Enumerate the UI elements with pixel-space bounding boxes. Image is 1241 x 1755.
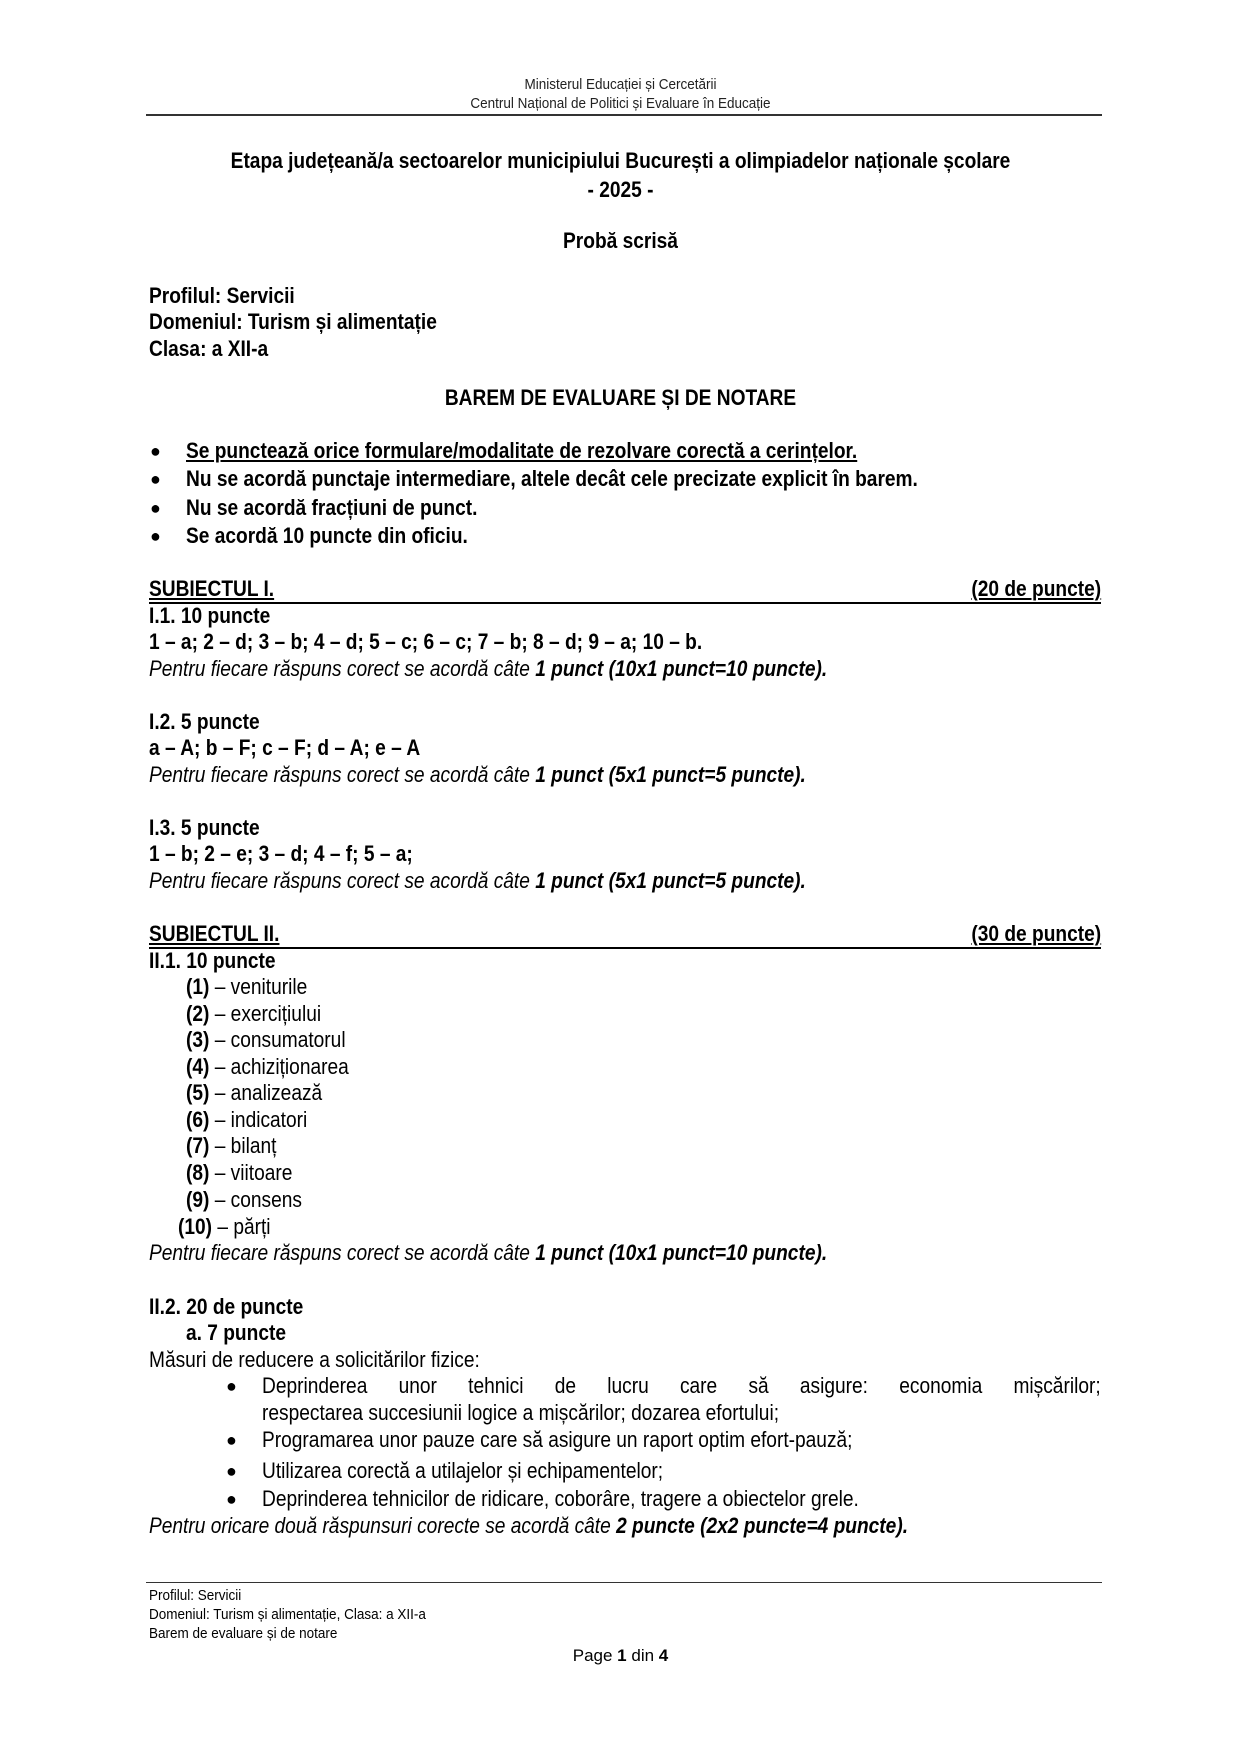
answer-text: – exercițiului: [209, 1001, 322, 1026]
item-heading: II.1. 10 puncte: [149, 948, 276, 973]
doc-proba: Probă scrisă: [563, 228, 678, 253]
answer-item: [186, 1054, 349, 1080]
note-text: Pentru fiecare răspuns corect se acordă câte: [149, 868, 536, 893]
measure-item: Deprinderea tehnicilor de ridicare, coborâre, tragere a obiectelor grele.: [262, 1486, 859, 1511]
note-points: 1 punct (5x1 punct=5 puncte).: [535, 762, 806, 787]
note-text: Pentru fiecare răspuns corect se acordă câte: [149, 762, 536, 787]
answer-number: (6): [186, 1107, 210, 1132]
measure-item-continued: respectarea succesiunii logice a mișcărilor; dozarea efortului;: [262, 1400, 780, 1425]
item-heading: I.1. 10 puncte: [149, 603, 271, 628]
section-heading-2: [149, 921, 1101, 949]
bullet-icon: ●: [150, 441, 161, 461]
bullet-icon: ●: [226, 1376, 237, 1396]
meta-domeniu: Domeniul: Turism și alimentație: [149, 309, 437, 334]
footer-profil: Profilul: Servicii: [149, 1587, 242, 1604]
answer-item: [178, 1214, 271, 1240]
header-ministry: Ministerul Educației și Cercetării: [524, 76, 717, 93]
answer-item: [186, 1133, 276, 1159]
answer-item: [186, 974, 307, 1000]
item-answers: 1 – b; 2 – e; 3 – d; 4 – f; 5 – a;: [149, 841, 413, 866]
bullet-icon: ●: [150, 526, 161, 546]
answer-text: – consens: [209, 1187, 302, 1212]
note-points: 1 punct (10x1 punct=10 puncte).: [535, 1240, 828, 1265]
bullet-icon: ●: [150, 498, 161, 518]
bullet-icon: ●: [226, 1461, 237, 1481]
rule-item: Nu se acordă fracțiuni de punct.: [186, 495, 478, 520]
answer-text: – indicatori: [209, 1107, 308, 1132]
note-points: 1 punct (10x1 punct=10 puncte).: [535, 656, 828, 681]
subitem-heading: a. 7 puncte: [186, 1320, 286, 1345]
answer-text: – consumatorul: [209, 1027, 346, 1052]
measure-item: Utilizarea corectă a utilajelor și echipamentelor;: [262, 1458, 664, 1483]
note-text: Pentru fiecare răspuns corect se acordă câte: [149, 656, 536, 681]
answer-text: – achiziționarea: [209, 1054, 349, 1079]
subitem-intro: Măsuri de reducere a solicitărilor fizice:: [149, 1347, 480, 1372]
bullet-icon: ●: [226, 1430, 237, 1450]
section-points: (30 de puncte): [971, 921, 1101, 946]
footer-domeniu: Domeniul: Turism și alimentație, Clasa: a XII-a: [149, 1606, 426, 1623]
barem-title: BAREM DE EVALUARE ȘI DE NOTARE: [444, 385, 797, 410]
note-text: Pentru fiecare răspuns corect se acordă câte: [149, 1240, 536, 1265]
answer-number: (7): [186, 1133, 210, 1158]
item-heading: II.2. 20 de puncte: [149, 1294, 304, 1319]
footer-rule: [146, 1582, 1102, 1583]
note-points: 2 puncte (2x2 puncte=4 puncte).: [616, 1513, 909, 1538]
answer-item: [186, 1080, 322, 1106]
meta-profil: Profilul: Servicii: [149, 283, 295, 308]
footer-barem: Barem de evaluare și de notare: [149, 1625, 338, 1642]
page-total: 4: [658, 1646, 669, 1665]
measure-item: Programarea unor pauze care să asigure un raport optim efort-pauză;: [262, 1427, 853, 1452]
page-sep: din: [626, 1646, 659, 1665]
scoring-note: [149, 1513, 908, 1539]
item-answers: 1 – a; 2 – d; 3 – b; 4 – d; 5 – c; 6 – c; 7 – b; 8 – d; 9 – a; 10 – b.: [149, 629, 703, 654]
page-number: [0, 1646, 1241, 1666]
answer-text: – veniturile: [209, 974, 308, 999]
answer-number: (8): [186, 1160, 210, 1185]
bullet-icon: ●: [226, 1489, 237, 1509]
bullet-icon: ●: [150, 469, 161, 489]
header-center: Centrul Național de Politici și Evaluare în Educație: [470, 95, 771, 112]
section-heading-1: [149, 576, 1101, 604]
rule-item: Se punctează orice formulare/modalitate de rezolvare corectă a cerințelor.: [186, 438, 858, 463]
answer-number: (10): [178, 1214, 213, 1239]
answer-text: – analizează: [209, 1080, 323, 1105]
section-title: SUBIECTUL I.: [149, 576, 275, 601]
scoring-note: [149, 1240, 827, 1266]
header-rule: [146, 114, 1102, 116]
answer-number: (4): [186, 1054, 210, 1079]
scoring-note: [149, 656, 827, 682]
note-points: 1 punct (5x1 punct=5 puncte).: [535, 868, 806, 893]
note-text: Pentru oricare două răspunsuri corecte se acordă câte: [149, 1513, 617, 1538]
page-current: 1: [617, 1646, 627, 1665]
answer-text: – părți: [212, 1214, 271, 1239]
rule-item: Nu se acordă punctaje intermediare, altele decât cele precizate explicit în barem.: [186, 466, 918, 491]
doc-year: - 2025 -: [587, 177, 654, 202]
answer-number: (2): [186, 1001, 210, 1026]
page-label: Page: [572, 1646, 618, 1665]
answer-item: [186, 1160, 292, 1186]
measure-item: Deprinderea unor tehnici de lucru care să asigure: economia mișcărilor;: [262, 1373, 1101, 1398]
answer-number: (9): [186, 1187, 210, 1212]
answer-number: (1): [186, 974, 210, 999]
section-points: (20 de puncte): [971, 576, 1101, 601]
section-title: SUBIECTUL II.: [149, 921, 280, 946]
answer-item: [186, 1187, 302, 1213]
answer-item: [186, 1027, 346, 1053]
rule-item: Se acordă 10 puncte din oficiu.: [186, 523, 468, 548]
item-heading: I.2. 5 puncte: [149, 709, 260, 734]
item-answers: a – A; b – F; c – F; d – A; e – A: [149, 735, 421, 760]
answer-text: – viitoare: [209, 1160, 293, 1185]
meta-clasa: Clasa: a XII-a: [149, 336, 269, 361]
answer-number: (5): [186, 1080, 210, 1105]
item-heading: I.3. 5 puncte: [149, 815, 260, 840]
doc-title: Etapa județeană/a sectoarelor municipiului București a olimpiadelor naționale școlare: [230, 148, 1011, 173]
scoring-note: [149, 762, 806, 788]
scoring-note: [149, 868, 806, 894]
answer-item: [186, 1001, 321, 1027]
answer-number: (3): [186, 1027, 210, 1052]
answer-item: [186, 1107, 307, 1133]
answer-text: – bilanț: [209, 1133, 277, 1158]
